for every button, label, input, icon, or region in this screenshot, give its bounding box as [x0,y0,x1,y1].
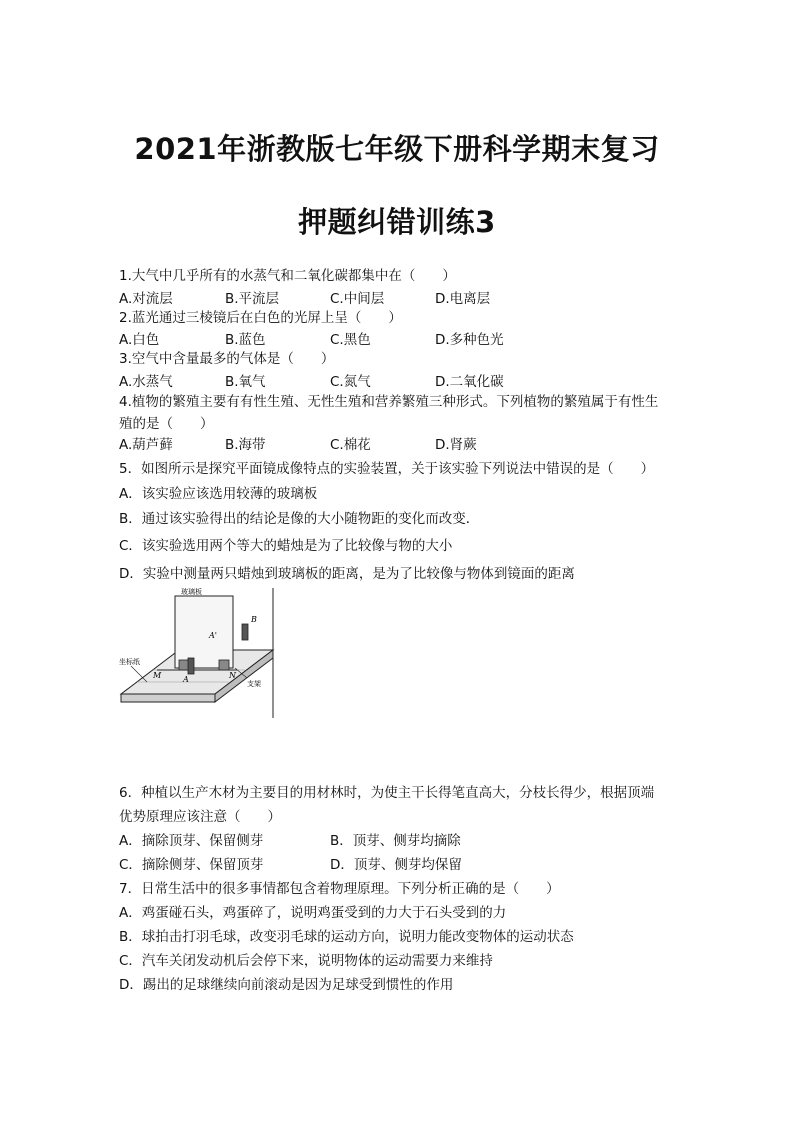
q1-option-a: A.对流层 [119,291,173,307]
label-stand: 支架 [247,680,261,688]
q6-option-a: A．摘除顶芽、保留侧芽 [119,833,264,849]
title-line-1: 2021年浙教版七年级下册科学期末复习 [134,132,660,166]
stand-right [219,660,229,670]
q2-option-a: A.白色 [119,332,160,348]
q2-stem: 2.蓝光通过三棱镜后在白色的光屏上呈（ ） [119,310,402,326]
q5-option-d: D．实验中测量两只蜡烛到玻璃板的距离，是为了比较像与物体到镜面的距离 [119,566,575,582]
q4-option-b: B.海带 [225,437,266,453]
mirror-experiment-figure [117,586,277,720]
q3-option-c: C.氮气 [330,374,371,390]
q3-option-d: D.二氧化碳 [435,374,504,390]
candle-a [188,658,194,674]
q6-option-c: C．摘除侧芽、保留顶芽 [119,857,264,873]
q7-option-a: A．鸡蛋碰石头，鸡蛋碎了，说明鸡蛋受到的力大于石头受到的力 [119,905,507,921]
glass-plate [175,596,233,668]
label-a-prime: A' [209,631,217,640]
q1-option-c: C.中间层 [330,291,385,307]
q3-stem: 3.空气中含量最多的气体是（ ） [119,351,335,367]
title-line-2: 押题纠错训练3 [298,205,496,239]
stand-left [179,660,189,670]
q1-option-d: D.电离层 [435,291,491,307]
label-glass: 玻璃板 [181,588,202,596]
q5-option-b: B．通过该实验得出的结论是像的大小随物距的变化而改变． [119,511,480,527]
q4-stem-line-2: 殖的是（ ） [119,416,214,432]
q4-option-d: D.肾蕨 [435,437,477,453]
q4-stem-line-1: 4.植物的繁殖主要有有性生殖、无性生殖和营养繁殖三种形式。下列植物的繁殖属于有性生 [119,394,659,410]
q3-option-a: A.水蒸气 [119,374,173,390]
q3-option-b: B.氧气 [225,374,266,390]
label-paper: 坐标纸 [119,658,140,666]
label-n: N [229,671,236,680]
q1-stem: 1.大气中几乎所有的水蒸气和二氧化碳都集中在（ ） [119,268,456,284]
q7-option-d: D．踢出的足球继续向前滚动是因为足球受到惯性的作用 [119,977,454,993]
q6-option-b: B．顶芽、侧芽均摘除 [330,833,461,849]
q2-option-d: D.多种色光 [435,332,504,348]
q6-option-d: D．顶芽、侧芽均保留 [330,857,462,873]
q1-option-b: B.平流层 [225,291,280,307]
q4-option-c: C.棉花 [330,437,371,453]
q6-stem-line-1: 6．种植以生产木材为主要目的用材林时，为使主干长得笔直高大，分枝长得少，根据顶端 [119,785,655,801]
label-m: M [153,671,162,680]
q6-stem-line-2: 优势原理应该注意（ ） [119,809,281,825]
candle-b [242,624,248,640]
q7-stem: 7．日常生活中的很多事情都包含着物理原理。下列分析正确的是（ ） [119,881,560,897]
label-b: B [251,615,257,624]
q2-option-c: C.黑色 [330,332,371,348]
q7-option-b: B．球拍击打羽毛球，改变羽毛球的运动方向，说明力能改变物体的运动状态 [119,929,574,945]
q5-stem: 5．如图所示是探究平面镜成像特点的实验装置，关于该实验下列说法中错误的是（ ） [119,461,655,477]
coordinate-board-front [121,694,215,702]
q5-option-c: C．该实验选用两个等大的蜡烛是为了比较像与物的大小 [119,538,453,554]
label-a: A [183,675,189,684]
q5-option-a: A．该实验应该选用较薄的玻璃板 [119,486,318,502]
q2-option-b: B.蓝色 [225,332,266,348]
q7-option-c: C．汽车关闭发动机后会停下来，说明物体的运动需要力来维持 [119,953,493,969]
q4-option-a: A.葫芦藓 [119,437,173,453]
